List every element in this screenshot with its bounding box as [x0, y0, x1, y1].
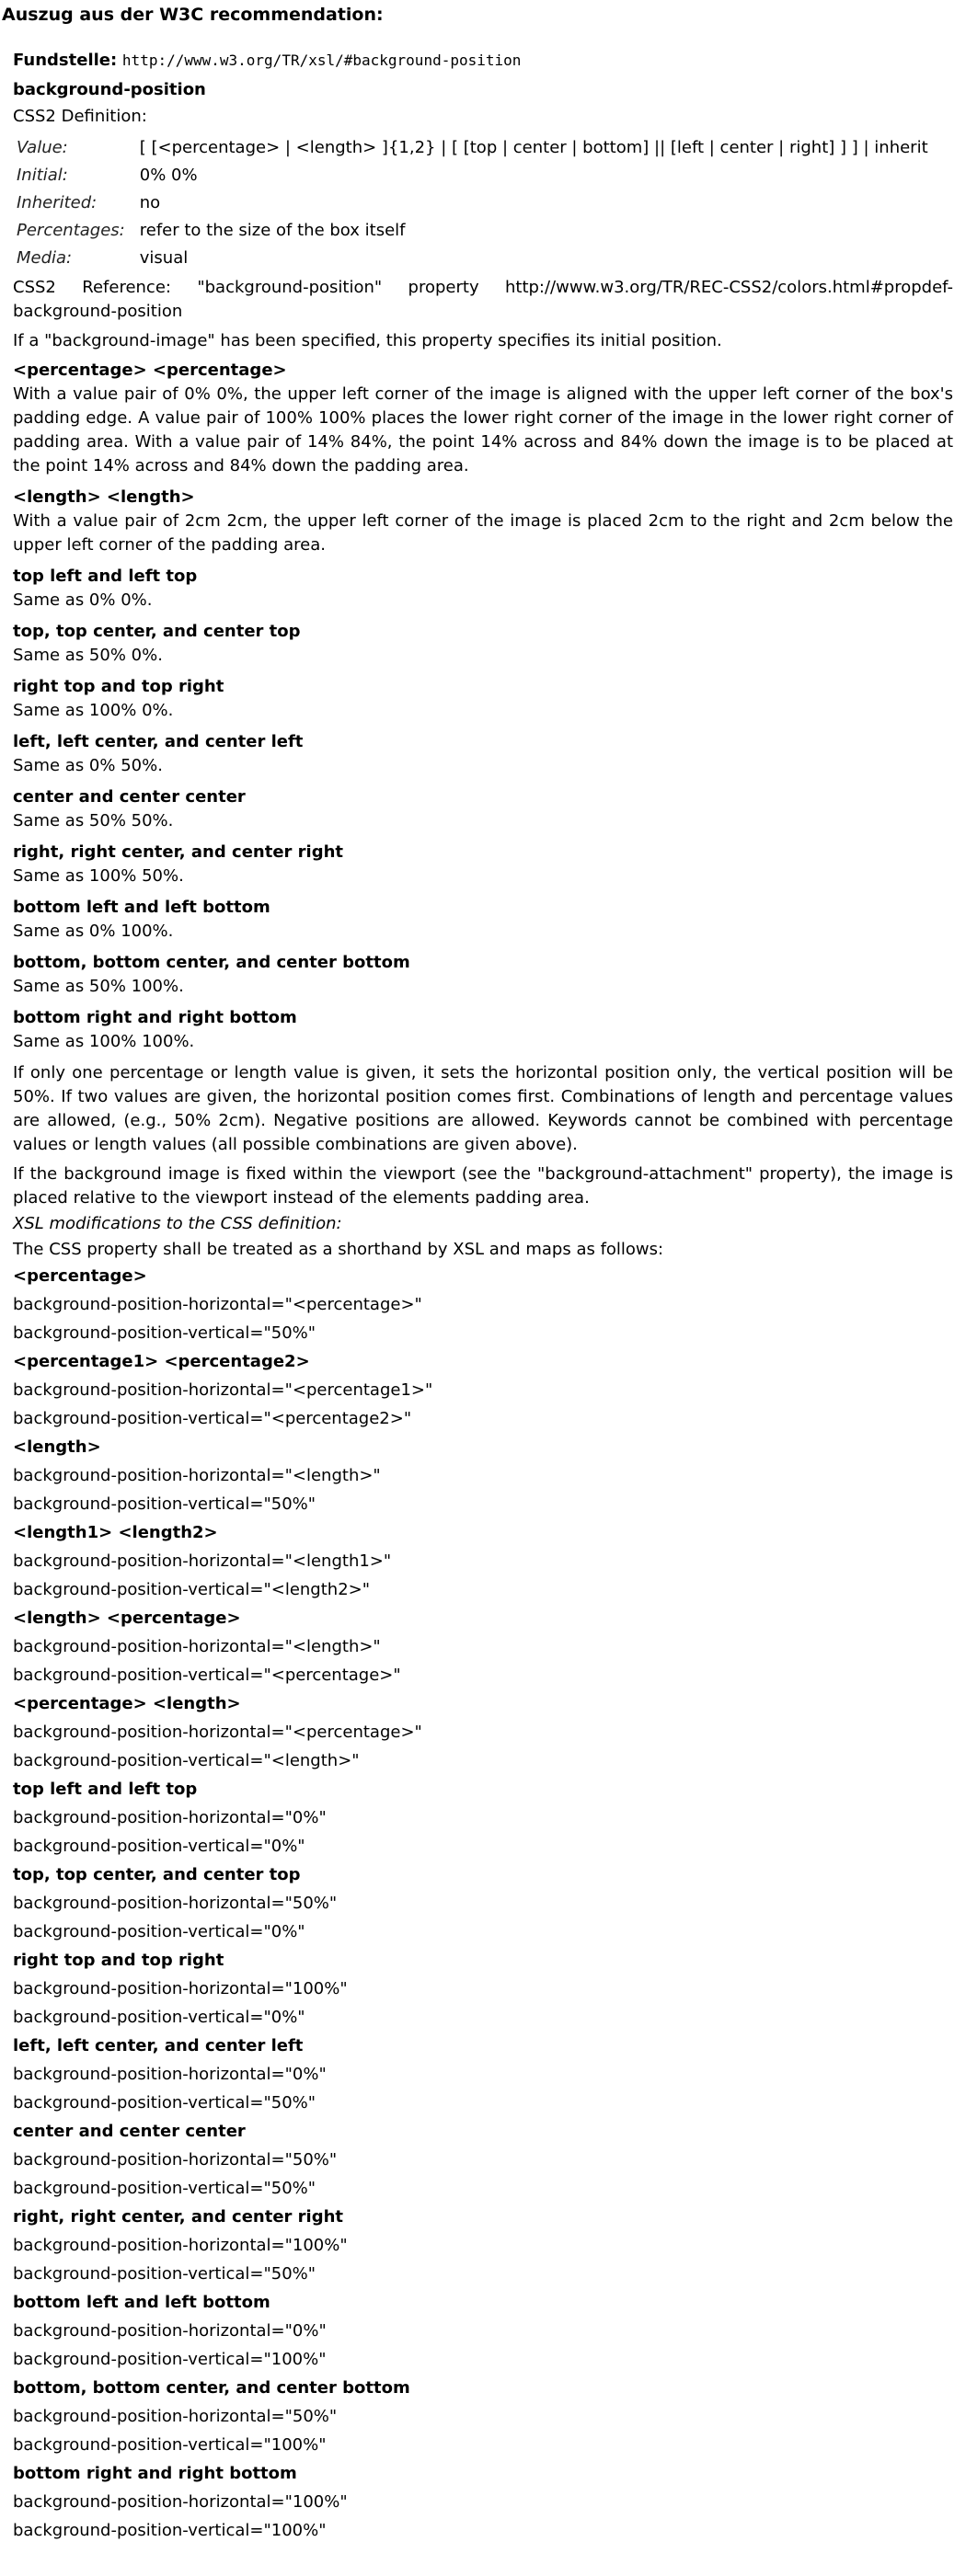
keyword-text: Same as 100% 0%. — [13, 701, 174, 720]
mapping-heading: bottom left and left bottom — [13, 2293, 270, 2312]
mapping-horizontal: background-position-horizontal="<length>" — [13, 1466, 381, 1485]
source-line — [13, 50, 953, 72]
keyword-text: Same as 0% 0%. — [13, 590, 153, 610]
definition-key: Media: — [17, 248, 73, 268]
definition-key: Value: — [17, 138, 68, 157]
keyword-heading: bottom left and left bottom — [13, 898, 270, 917]
keyword-heading: right top and top right — [13, 677, 224, 696]
css2-definition-label: CSS2 Definition: — [13, 107, 147, 126]
source-label: Fundstelle: — [13, 51, 118, 70]
xsl-modifications-label: XSL modifications to the CSS definition: — [13, 1214, 342, 1233]
definition-row — [13, 134, 939, 162]
mapping-heading: <percentage> — [13, 1266, 147, 1286]
keyword-heading: bottom right and right bottom — [13, 1008, 297, 1027]
mapping-horizontal: background-position-horizontal="100%" — [13, 2492, 348, 2512]
definition-key: Inherited: — [17, 193, 98, 212]
percentage-pair-text: With a value pair of 0% 0%, the upper left corner of the image is aligned with the upper left corner of the box's padding edge. A value pair of 100% 100% places the lower right corner of the image in the lower right corner of padding area. With a value pair of 14% 84%, the point 14% across and 84% down the image is to be placed at the point 14% across and 84% down the padding area. — [13, 384, 953, 475]
definition-value: [ [<percentage> | <length> ]{1,2} | [ [top | center | bottom] || [left | center | right] ] ] | inherit — [139, 138, 928, 157]
mapping-heading: right, right center, and center right — [13, 2207, 344, 2227]
property-title: background-position — [13, 80, 206, 99]
mapping-vertical: background-position-vertical="50%" — [13, 1494, 316, 1514]
page-heading: Auszug aus der W3C recommendation: — [2, 5, 384, 25]
mapping-vertical: background-position-vertical="<length2>" — [13, 1580, 371, 1599]
mapping-horizontal: background-position-horizontal="<percentage>" — [13, 1295, 422, 1314]
definition-value: refer to the size of the box itself — [139, 221, 406, 240]
keyword-list — [13, 565, 953, 1054]
definition-value: 0% 0% — [139, 166, 198, 185]
mapping-heading: top left and left top — [13, 1780, 198, 1799]
definition-key: Initial: — [17, 166, 68, 185]
mapping-horizontal: background-position-horizontal="100%" — [13, 2236, 348, 2255]
mapping-vertical: background-position-vertical="100%" — [13, 2435, 327, 2455]
keyword-heading: top, top center, and center top — [13, 622, 301, 641]
mapping-heading: left, left center, and center left — [13, 2036, 304, 2055]
shorthand-paragraph: The CSS property shall be treated as a shorthand by XSL and maps as follows: — [13, 1240, 664, 1259]
mapping-horizontal: background-position-horizontal="<percentage1>" — [13, 1380, 433, 1400]
definition-table — [13, 134, 939, 272]
mapping-heading: bottom, bottom center, and center bottom — [13, 2378, 410, 2398]
definition-row — [13, 189, 939, 217]
mapping-heading: right top and top right — [13, 1951, 224, 1970]
keyword-text: Same as 100% 100%. — [13, 1032, 195, 1051]
mapping-horizontal: background-position-horizontal="<length>" — [13, 1637, 381, 1656]
mapping-horizontal: background-position-horizontal="100%" — [13, 1979, 348, 1998]
definition-row — [13, 162, 939, 189]
keyword-text: Same as 0% 50%. — [13, 756, 163, 775]
mapping-vertical: background-position-vertical="50%" — [13, 1323, 316, 1343]
mapping-list — [13, 1262, 953, 2545]
source-url: http://www.w3.org/TR/xsl/#background-position — [121, 52, 522, 69]
keyword-heading: top left and left top — [13, 567, 198, 586]
one-value-paragraph: If only one percentage or length value is given, it sets the horizontal position only, the vertical position will be 50%. If two values are given, the horizontal position comes first. Combinations of length and percentage values are allowed, (e.g., 50% 2cm). Negative positions are allowed. Keywords cannot be combined with percentage values or length values (all possible combinations are given above). — [13, 1063, 953, 1154]
definition-key: Percentages: — [17, 221, 125, 240]
mapping-vertical: background-position-vertical="<percentage2>" — [13, 1409, 412, 1428]
mapping-horizontal: background-position-horizontal="0%" — [13, 1808, 327, 1827]
mapping-vertical: background-position-vertical="50%" — [13, 2093, 316, 2112]
mapping-vertical: background-position-vertical="100%" — [13, 2350, 327, 2369]
mapping-vertical: background-position-vertical="0%" — [13, 1837, 305, 1856]
mapping-heading: bottom right and right bottom — [13, 2464, 297, 2483]
definition-value: visual — [139, 248, 189, 268]
length-pair-text: With a value pair of 2cm 2cm, the upper left corner of the image is placed 2cm to the right and 2cm below the upper left corner of the padding area. — [13, 511, 953, 555]
mapping-vertical: background-position-vertical="0%" — [13, 1922, 305, 1941]
keyword-heading: right, right center, and center right — [13, 842, 344, 862]
keyword-heading: center and center center — [13, 787, 246, 807]
definition-row — [13, 245, 939, 272]
keyword-text: Same as 100% 50%. — [13, 866, 184, 886]
mapping-vertical: background-position-vertical="<length>" — [13, 1751, 360, 1770]
mapping-vertical: background-position-vertical="0%" — [13, 2008, 305, 2027]
intro-paragraph: If a "background-image" has been specified, this property specifies its initial position. — [13, 331, 722, 350]
mapping-horizontal: background-position-horizontal="0%" — [13, 2065, 327, 2084]
mapping-heading: <length> <percentage> — [13, 1609, 241, 1628]
mapping-heading: top, top center, and center top — [13, 1865, 301, 1884]
mapping-heading: <length1> <length2> — [13, 1523, 218, 1542]
keyword-text: Same as 50% 100%. — [13, 977, 184, 996]
length-pair-heading: <length> <length> — [13, 487, 195, 507]
keyword-heading: bottom, bottom center, and center bottom — [13, 953, 410, 972]
definition-row — [13, 217, 939, 245]
fixed-paragraph: If the background image is fixed within the viewport (see the "background-attachment" property), the image is placed relative to the viewport instead of the elements padding area. — [13, 1164, 953, 1208]
mapping-heading: <length> — [13, 1437, 101, 1457]
definition-value: no — [139, 193, 161, 212]
mapping-horizontal: background-position-horizontal="<percentage>" — [13, 1723, 422, 1742]
mapping-horizontal: background-position-horizontal="<length1>" — [13, 1551, 392, 1571]
mapping-horizontal: background-position-horizontal="0%" — [13, 2321, 327, 2341]
mapping-horizontal: background-position-horizontal="50%" — [13, 1894, 338, 1913]
mapping-vertical: background-position-vertical="100%" — [13, 2521, 327, 2540]
percentage-pair-heading: <percentage> <percentage> — [13, 361, 287, 380]
mapping-heading: <percentage> <length> — [13, 1694, 241, 1713]
mapping-vertical: background-position-vertical="50%" — [13, 2179, 316, 2198]
mapping-vertical: background-position-vertical="<percentage>" — [13, 1666, 401, 1685]
css2-reference: CSS2 Reference: "background-position" property http://www.w3.org/TR/REC-CSS2/colors.html#propdef-background-position — [13, 278, 953, 321]
mapping-heading: <percentage1> <percentage2> — [13, 1352, 310, 1371]
mapping-horizontal: background-position-horizontal="50%" — [13, 2407, 338, 2426]
mapping-heading: center and center center — [13, 2122, 246, 2141]
mapping-vertical: background-position-vertical="50%" — [13, 2264, 316, 2284]
mapping-horizontal: background-position-horizontal="50%" — [13, 2150, 338, 2170]
keyword-text: Same as 50% 50%. — [13, 811, 174, 830]
keyword-text: Same as 50% 0%. — [13, 646, 163, 665]
keyword-heading: left, left center, and center left — [13, 732, 304, 751]
keyword-text: Same as 0% 100%. — [13, 922, 174, 941]
